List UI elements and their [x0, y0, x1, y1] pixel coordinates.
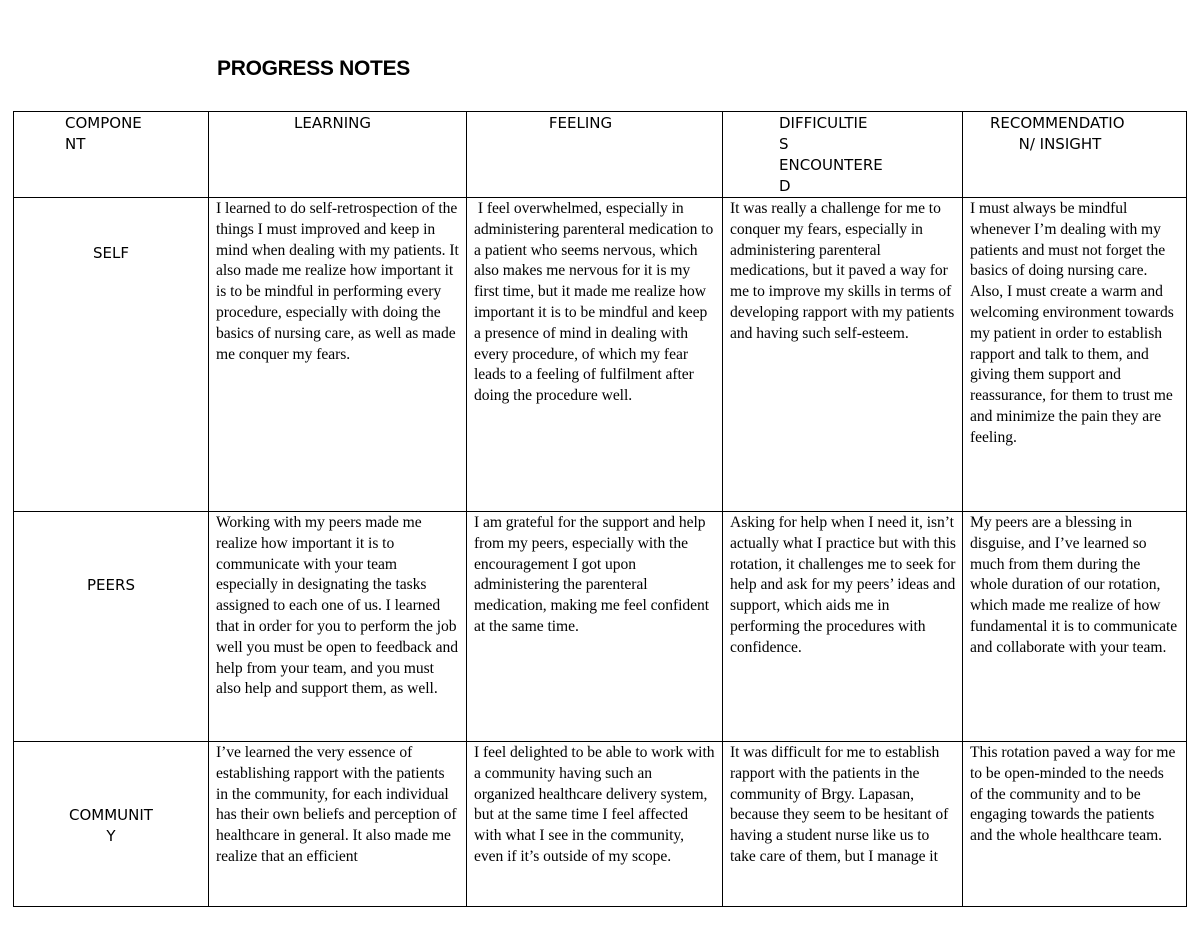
table-row — [14, 742, 1187, 907]
table-row — [14, 512, 1187, 742]
header-difficulties: DIFFICULTIE S ENCOUNTERE D — [723, 112, 963, 198]
difficulties-cell: It was really a challenge for me to conquer my fears, especially in administering parenteral medications, but it paved a way for me to improve my skills in terms of developing rapport with my patients and having such self-esteem. — [723, 198, 963, 512]
header-recommendation: RECOMMENDATIO N/ INSIGHT — [963, 112, 1187, 198]
difficulties-cell: Asking for help when I need it, isn’t actually what I practice but with this rotation, it challenges me to seek for help and ask for my peers’ ideas and support, which aids me in performing the procedures with confidence. — [723, 512, 963, 742]
table-row — [14, 198, 1187, 512]
learning-cell: I’ve learned the very essence of establishing rapport with the patients in the community, for each individual has their own beliefs and perception of healthcare in general. It also made me realize that an efficient — [209, 742, 467, 907]
feeling-cell: I feel overwhelmed, especially in administering parenteral medication to a patient who seems nervous, which also makes me nervous for it is my first time, but it made me realize how important it is to be mindful and keep a presence of mind in dealing with every procedure, of which my fear leads to a feeling of fulfilment after doing the procedure well. — [467, 198, 723, 512]
recommendation-cell: This rotation paved a way for me to be open-minded to the needs of the community and to be engaging towards the patients and the whole healthcare team. — [963, 742, 1187, 907]
difficulties-cell: It was difficult for me to establish rapport with the patients in the community of Brgy. Lapasan, because they seem to be hesitant of having a student nurse like us to take care of them, but I manage it — [723, 742, 963, 907]
header-row — [14, 112, 1187, 198]
recommendation-cell: My peers are a blessing in disguise, and I’ve learned so much from them during the whole duration of our rotation, which made me realize of how fundamental it is to communicate and collaborate with your team. — [963, 512, 1187, 742]
header-feeling: FEELING — [467, 112, 723, 198]
feeling-cell: I am grateful for the support and help from my peers, especially with the encouragement I got upon administering the parenteral medication, making me feel confident at the same time. — [467, 512, 723, 742]
row-label: COMMUNIT Y — [69, 806, 153, 845]
feeling-cell: I feel delighted to be able to work with a community having such an organized healthcare delivery system, but at the same time I feel affected with what I see in the community, even if it’s outside of my scope. — [467, 742, 723, 907]
row-label-cell — [14, 512, 209, 742]
learning-cell: I learned to do self-retrospection of the things I must improved and keep in mind when dealing with my patients. It also made me realize how important it is to be mindful in performing every procedure, especially with doing the basics of nursing care, as well as made me conquer my fears. — [209, 198, 467, 512]
header-learning: LEARNING — [209, 112, 467, 198]
row-label-cell — [14, 198, 209, 512]
page-title: PROGRESS NOTES — [217, 57, 411, 80]
learning-cell: Working with my peers made me realize how important it is to communicate with your team especially in designating the tasks assigned to each one of us. I learned that in order for you to perform the job well you must be open to feedback and help from your team, and you must also help and support them, as well. — [209, 512, 467, 742]
header-component: COMPONE NT — [14, 112, 209, 198]
recommendation-cell: I must always be mindful whenever I’m dealing with my patients and must not forget the basics of doing nursing care. Also, I must create a warm and welcoming environment towards my patient in order to establish rapport and talk to them, and giving them support and reassurance, for them to trust me and minimize the pain they are feeling. — [963, 198, 1187, 512]
row-label: PEERS — [87, 576, 135, 594]
progress-notes-table — [13, 111, 1187, 907]
row-label-cell — [14, 742, 209, 907]
row-label: SELF — [93, 244, 129, 262]
